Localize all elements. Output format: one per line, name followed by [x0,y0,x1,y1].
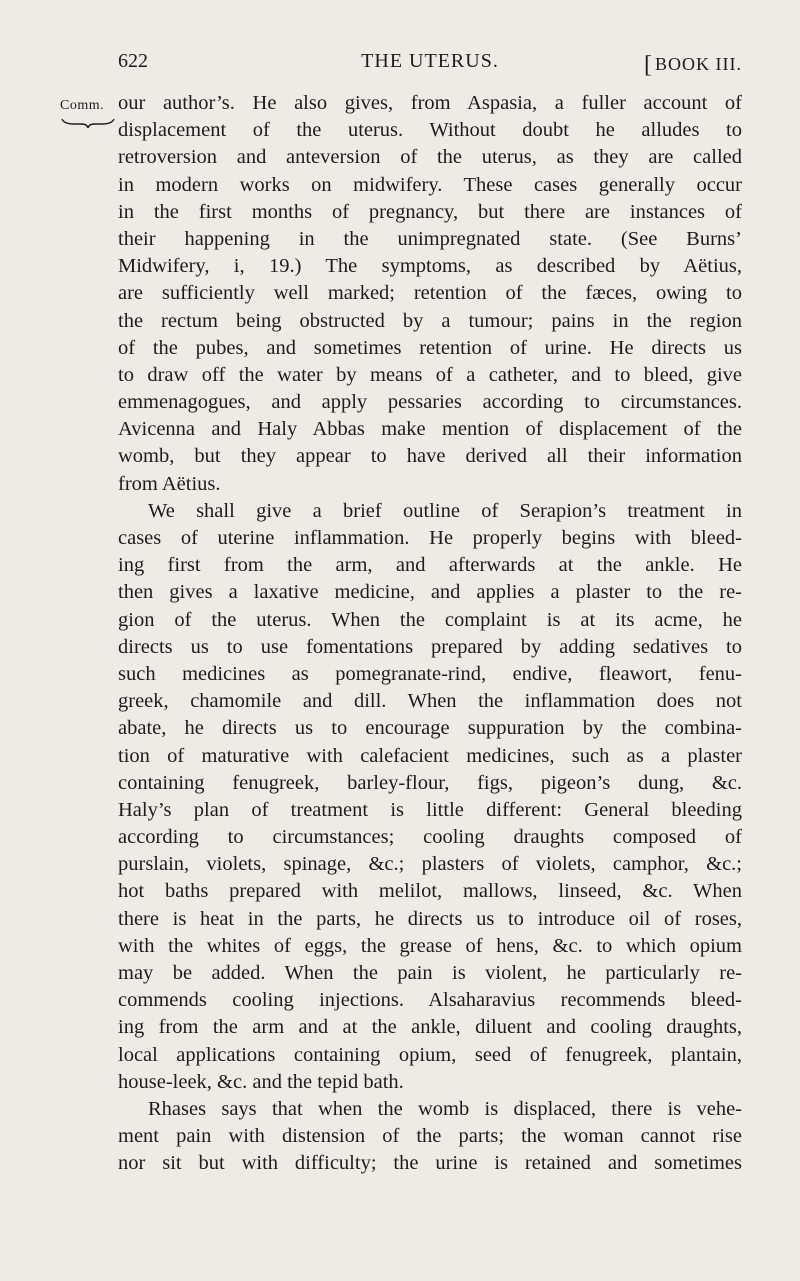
text-line: We shall give a brief outline of Serapion’s treatment in [148,499,742,522]
text-line: house-leek, &c. and the tepid bath. [118,1070,404,1093]
text-line: in the first months of pregnancy, but there are instances of [118,200,742,223]
paragraph [118,90,742,498]
text-line: greek, chamomile and dill. When the inflammation does not [118,690,742,713]
body-text [118,90,742,1178]
text-line: containing fenugreek, barley-flour, figs, pigeon’s dung, &c. [118,771,742,794]
text-line: according to circumstances; cooling draughts composed of [118,826,742,849]
text-line: are sufficiently well marked; retention of the fæces, owing to [118,282,742,305]
text-line: displacement of the uterus. Without doubt he alludes to [118,119,742,142]
text-line: their happening in the unimpregnated state. (See Burns’ [118,227,742,250]
text-line: ing from the arm and at the ankle, diluent and cooling draughts, [118,1016,742,1039]
text-line: such medicines as pomegranate-rind, endive, fleawort, fenu- [118,662,742,685]
text-line: ing first from the arm, and afterwards at the ankle. He [118,554,742,577]
text-line: purslain, violets, spinage, &c.; plasters of violets, camphor, &c.; [118,853,742,876]
text-line: abate, he directs us to encourage suppuration by the combina- [118,717,742,740]
text-line: from Aëtius. [118,472,221,495]
text-line: in modern works on midwifery. These cases generally occur [118,173,742,196]
text-line: the rectum being obstructed by a tumour; pains in the region [118,309,742,332]
text-line: tion of maturative with calefacient medicines, such as a plaster [118,744,742,767]
book-reference [644,50,742,77]
text-line: to draw off the water by means of a catheter, and to bleed, give [118,363,742,386]
book-reference-label: BOOK III. [655,54,742,74]
running-title: THE UTERUS. [361,50,499,72]
text-line: commends cooling injections. Alsaharavius recommends bleed- [118,989,742,1012]
text-line: nor sit but with difficulty; the urine is retained and sometimes [118,1152,742,1175]
page-header [118,50,742,78]
text-line: there is heat in the parts, he directs us to introduce oil of roses, [118,907,742,930]
text-line: hot baths prepared with melilot, mallows, linseed, &c. When [118,880,742,903]
text-line: directs us to use fomentations prepared by adding sedatives to [118,635,742,658]
text-line: of the pubes, and sometimes retention of urine. He directs us [118,336,742,359]
text-line: retroversion and anteversion of the uterus, as they are called [118,146,742,169]
text-line: womb, but they appear to have derived all their information [118,445,742,468]
text-line: ment pain with distension of the parts; the woman cannot rise [118,1125,742,1148]
margin-brace-icon [60,116,116,130]
text-line: gion of the uterus. When the complaint is at its acme, he [118,608,742,631]
margin-note-commentary: Comm. [60,98,105,113]
text-line: Avicenna and Haly Abbas make mention of displacement of the [118,418,742,441]
text-line: local applications containing opium, seed of fenugreek, plantain, [118,1043,742,1066]
text-line: with the whites of eggs, the grease of hens, &c. to which opium [118,934,742,957]
text-line: emmenagogues, and apply pessaries according to circumstances. [118,391,742,414]
opening-bracket: [ [644,52,653,78]
text-line: Midwifery, i, 19.) The symptoms, as described by Aëtius, [118,255,742,278]
text-line: cases of uterine inflammation. He properly begins with bleed- [118,527,742,549]
text-line: our author’s. He also gives, from Aspasia, a fuller account of [118,92,742,114]
paragraph [118,498,742,1096]
text-line: may be added. When the pain is violent, he particularly re- [118,962,742,984]
text-line: Haly’s plan of treatment is little different: General bleeding [118,798,742,821]
page-number: 622 [118,50,148,72]
text-line: Rhases says that when the womb is displaced, there is vehe- [148,1097,742,1120]
text-line: then gives a laxative medicine, and applies a plaster to the re- [118,581,742,604]
paragraph [118,1096,742,1178]
